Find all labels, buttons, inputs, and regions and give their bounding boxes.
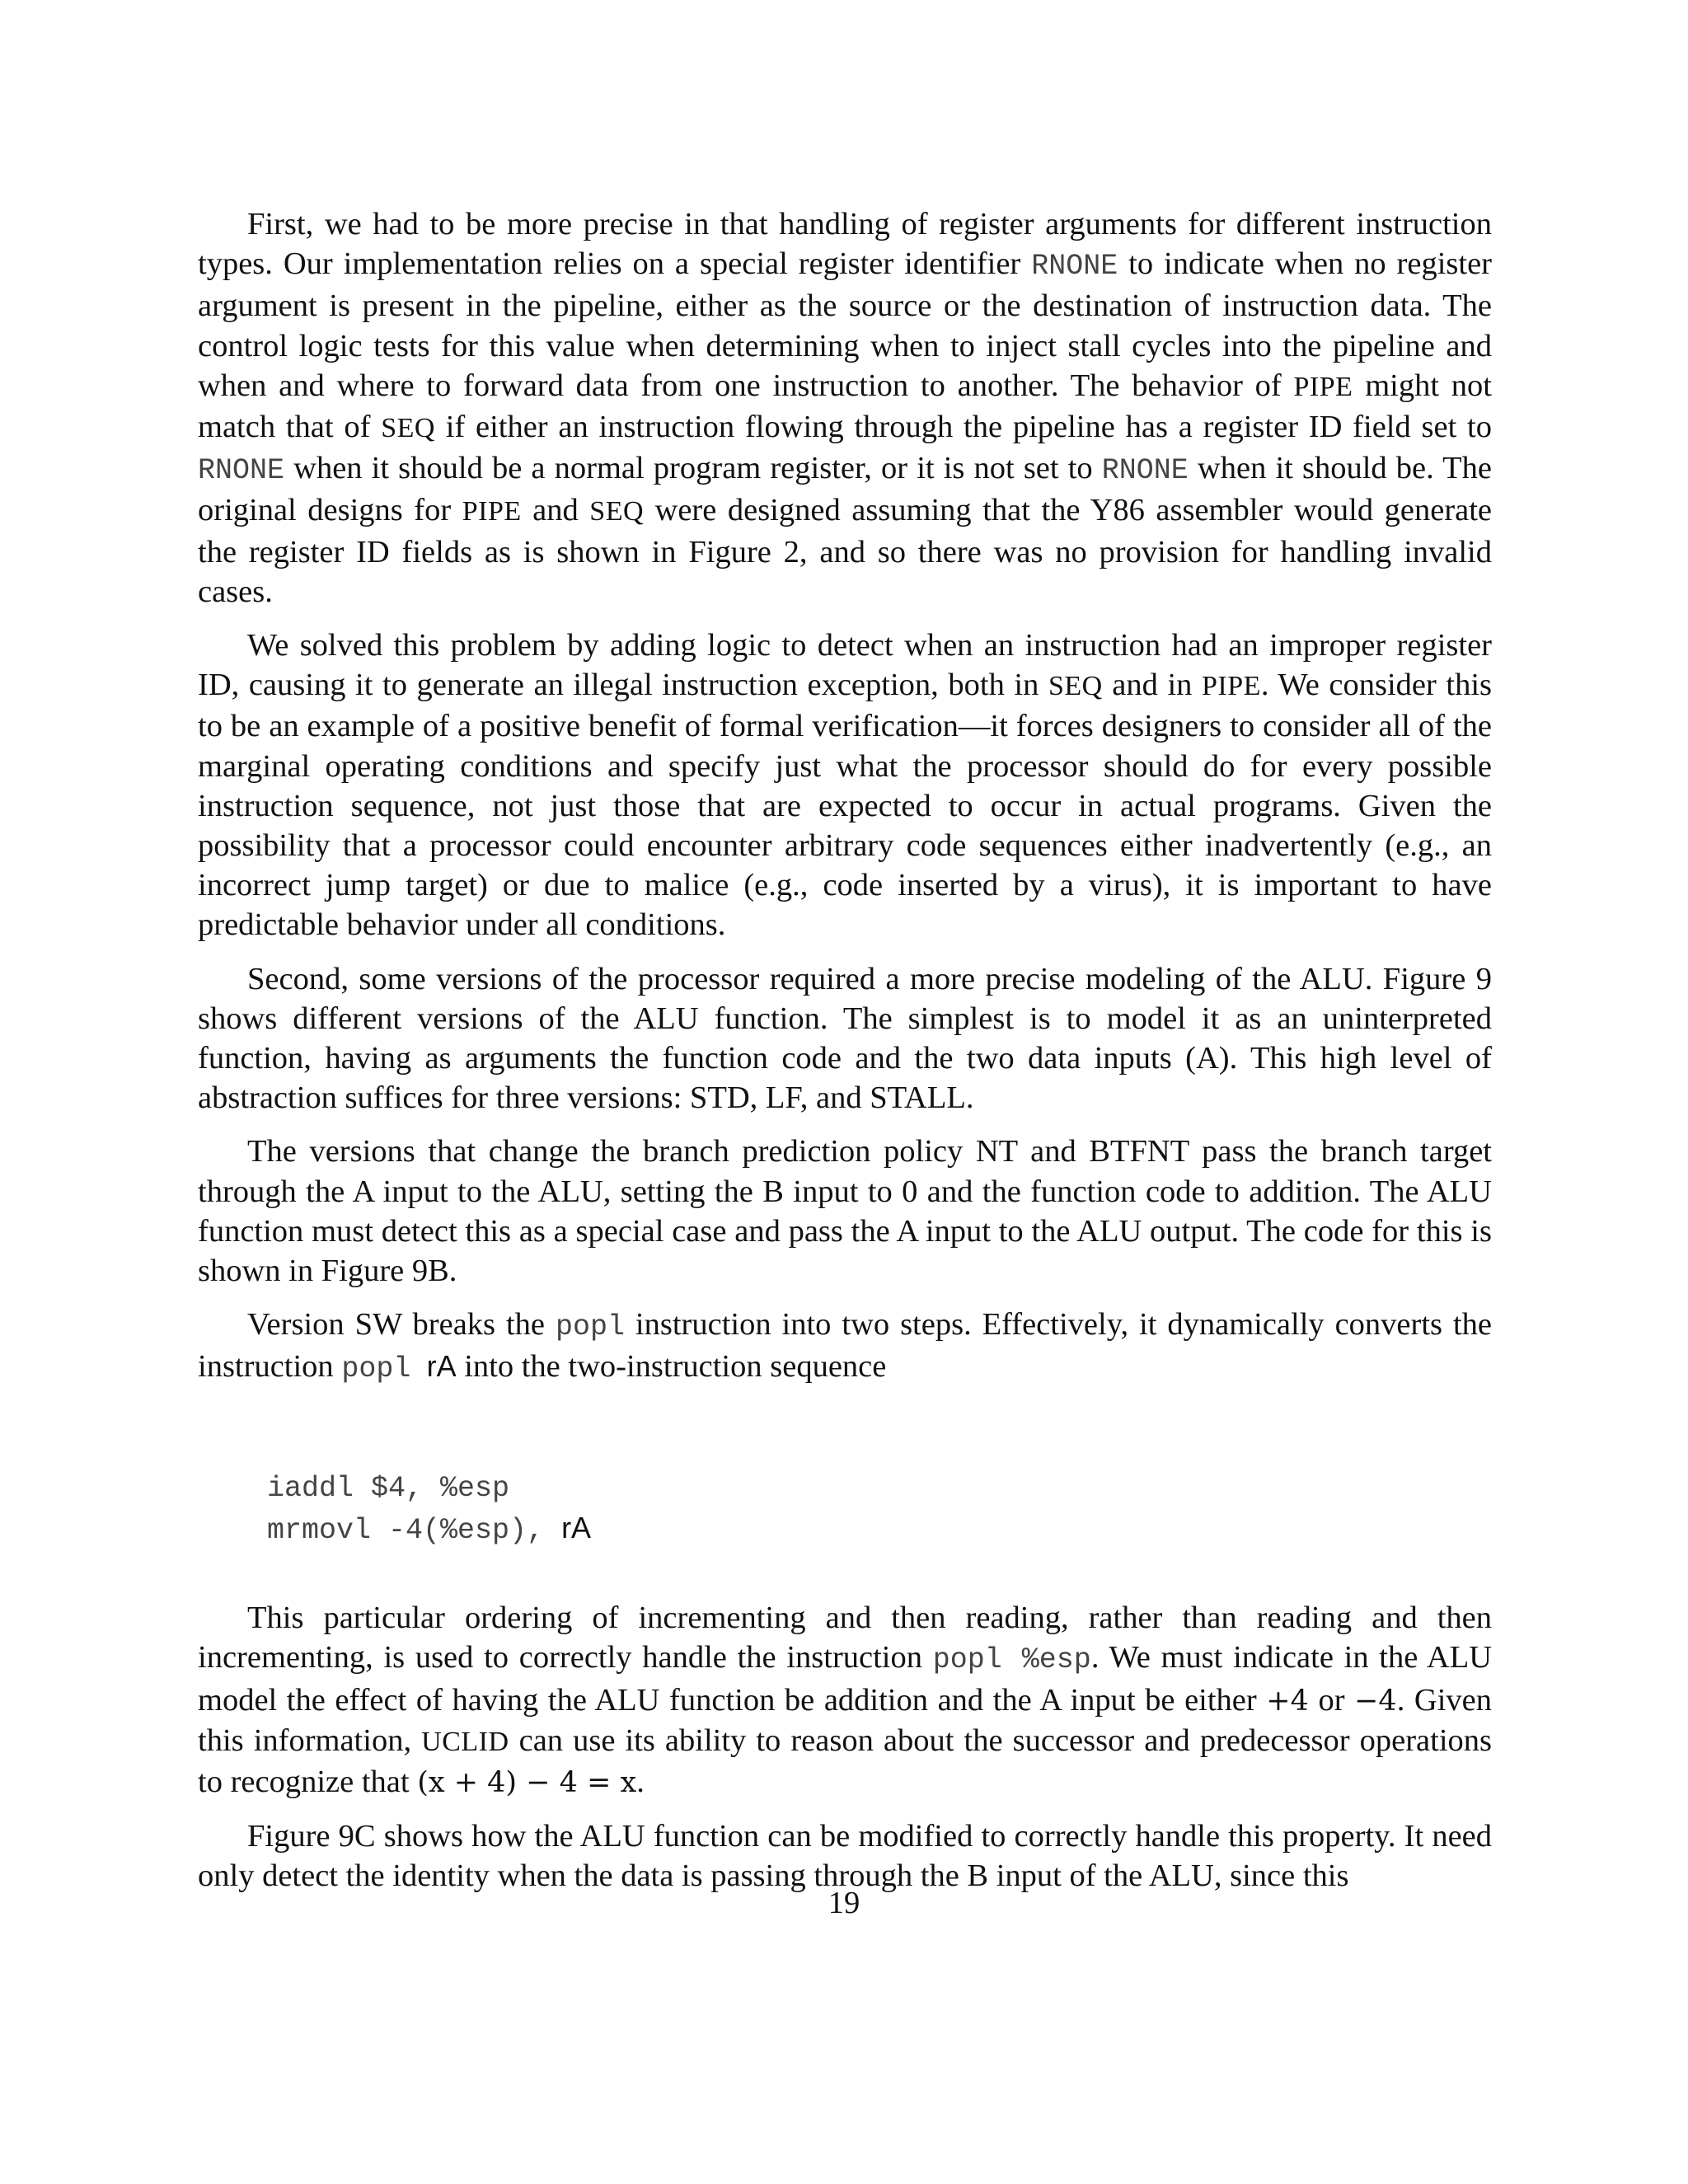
code-rnone: RNONE (1101, 454, 1189, 488)
paragraph-branch-prediction (198, 1132, 1492, 1291)
text-run: to indicate when no register argument is present in the pipeline, either as the source or the destination of instruction data. The control logic tests for this value when determining when to inject stall cycles into the pipeline and when and where to forward data from one instruction to another. The behavior of (198, 246, 1493, 403)
paragraph-register-arguments (198, 204, 1492, 612)
page-number: 19 (828, 1886, 860, 1920)
code-popl-esp: popl %esp (932, 1643, 1091, 1677)
text-run: were designed assuming that the Y86 assembler would generate the register ID fields as is shown in Figure 2, and so there was no provision for handling invalid cases. (198, 493, 1493, 609)
text-run: . We must indicate in the ALU model the effect of having the ALU function be addition and the A input be either (198, 1640, 1493, 1718)
math-plus-four: +4 (1266, 1684, 1309, 1718)
paragraph-alu-modeling (198, 959, 1492, 1118)
text-run: might not match that of (198, 368, 1492, 445)
register-ra: rA (426, 1349, 457, 1384)
text-run: and in (1102, 668, 1202, 703)
smallcaps-seq: SEQ (381, 413, 435, 444)
code-rnone: RNONE (1031, 250, 1118, 284)
text-run: We solved this problem by adding logic to detect when an instruction had an improper register ID, causing it to generate an illegal instruction exception, both in (198, 628, 1492, 703)
text-run: . (636, 1764, 645, 1799)
smallcaps-seq: SEQ (1048, 671, 1103, 702)
page-body (198, 204, 1492, 1896)
smallcaps-pipe: PIPE (1293, 371, 1353, 402)
smallcaps-pipe: PIPE (462, 496, 522, 527)
text-run: This particular ordering of incrementing and then reading, rather than reading and then incrementing, is used to correctly handle the instruction (198, 1601, 1492, 1675)
smallcaps-pipe: PIPE (1202, 671, 1261, 702)
text-run: Figure 9C shows how the ALU function can be modified to correctly handle this property. It need only detect the identity when the data is passing through the B input of the ALU, since this (198, 1819, 1492, 1894)
text-run: . We consider this to be an example of a positive benefit of formal verification—it forces designers to consider all of the marginal operating conditions and specify just what the processor should do for every possible instruction sequence, not just those that are expected to occur in actual programs. Given the possibility that a processor could encounter arbitrary code sequences either inadvertently (e.g., an incorrect jump target) or due to malice (e.g., code inserted by a virus), it is important to have predictable behavior under all conditions. (198, 668, 1493, 943)
text-run: when it should be. The original designs for (198, 451, 1492, 528)
text-run: First, we had to be more precise in that handling of register arguments for different instruction types. Our implementation relies on a special register identifier (198, 207, 1492, 282)
code-rnone: RNONE (198, 454, 285, 488)
text-run: Second, some versions of the processor required a more precise modeling of the ALU. Figure 9 shows different versions of the ALU function. The simplest is to model it as an uninterpreted function, having as arguments the function code and the two data inputs (A). This high level of abstraction suffices for three versions: STD, LF, and STALL. (198, 961, 1492, 1116)
text-run: and (521, 493, 590, 528)
code-line-2 (267, 1508, 1492, 1550)
paragraph-illegal-instruction (198, 626, 1492, 945)
register-ra: rA (561, 1510, 592, 1544)
code-block (267, 1469, 1492, 1550)
text-run: or (1308, 1682, 1355, 1718)
text-run: Version SW breaks the (247, 1307, 556, 1343)
text-run: The versions that change the branch prediction policy NT and BTFNT pass the branch target through the A input to the ALU, setting the B input to 0 and the function code to addition. The ALU function must detect this as a special case and pass the A input to the ALU output. The code for this is shown in Figure 9B. (198, 1134, 1492, 1289)
code-line-1: iaddl $4, %esp (267, 1471, 510, 1505)
text-run: into the two-instruction sequence (456, 1349, 887, 1385)
math-minus-four: −4 (1354, 1684, 1397, 1718)
text-run: can use its ability to reason about the successor and predecessor operations to recognize that (198, 1722, 1492, 1799)
text-run: if either an instruction flowing through the pipeline has a register ID field set to (434, 410, 1492, 445)
paragraph-version-sw (198, 1305, 1492, 1389)
smallcaps-seq: SEQ (589, 496, 645, 527)
smallcaps-uclid: UCLID (421, 1726, 509, 1757)
paragraph-ordering (198, 1598, 1492, 1802)
code-text: mrmovl -4(%esp), (267, 1513, 562, 1547)
text-run: . Given this information, (198, 1682, 1493, 1758)
math-identity: (x + 4) − 4 = x (417, 1765, 637, 1799)
text-run: instruction into two steps. Effectively, it dynamically converts the instruction (198, 1307, 1492, 1385)
code-popl: popl (341, 1352, 411, 1386)
text-run: when it should be a normal program register, or it is not set to (284, 451, 1102, 486)
code-popl: popl (555, 1310, 625, 1344)
